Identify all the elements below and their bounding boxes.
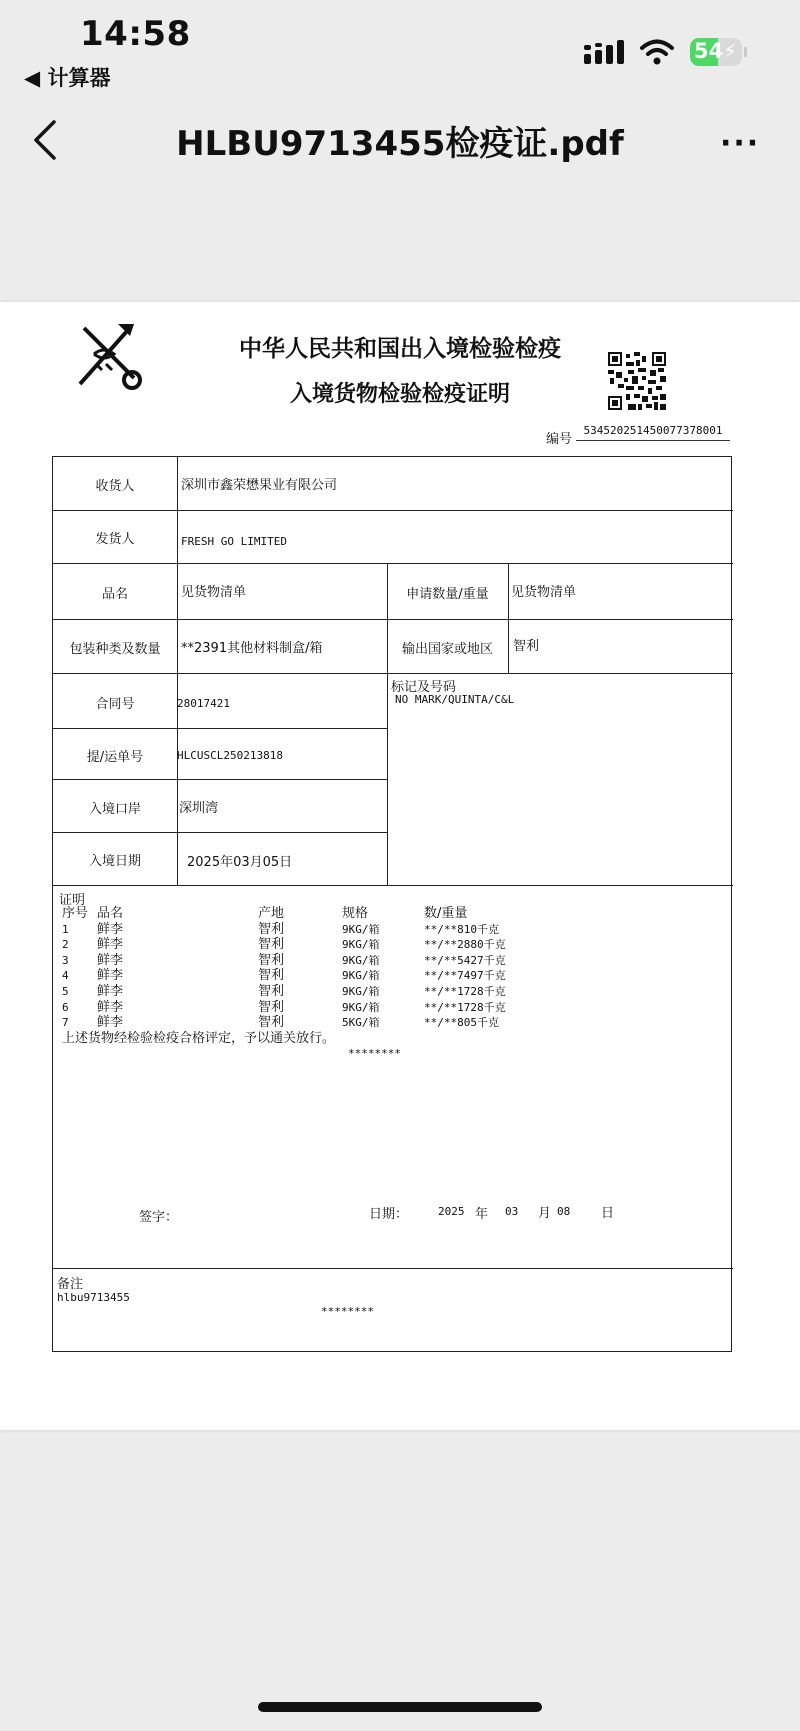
document-title: HLBU9713455检疫证.pdf <box>176 124 624 164</box>
battery-tip <box>744 47 747 57</box>
date-month-unit: 月 <box>538 1206 552 1221</box>
charging-bolt-icon: ⚡ <box>723 39 738 63</box>
pdf-page[interactable] <box>0 302 800 1430</box>
back-chevron-icon[interactable] <box>30 118 62 162</box>
row-origin: 智利 <box>258 937 285 953</box>
status-time: 14:58 <box>80 14 191 54</box>
row-product: 鲜李 <box>97 983 124 999</box>
row-index: 5 <box>62 984 69 998</box>
row-index: 2 <box>62 938 69 952</box>
rule <box>53 673 733 674</box>
qr-code-icon <box>608 352 666 410</box>
origin-label: 输出国家或地区 <box>401 642 493 657</box>
rule <box>53 510 733 511</box>
date-month: 03 <box>505 1205 519 1218</box>
date-year: 2025 <box>438 1205 465 1218</box>
rule <box>53 1268 733 1269</box>
packaging-value: **2391其他材料制盒/箱 <box>181 641 323 656</box>
rule <box>53 885 733 886</box>
row-quantity: **/**1728千克 <box>424 984 506 998</box>
rule <box>53 779 387 780</box>
battery-percent: 54 <box>694 39 724 63</box>
row-quantity: **/**1728千克 <box>424 1000 506 1014</box>
quantity-label: 申请数量/重量 <box>406 587 489 602</box>
row-origin: 智利 <box>258 983 285 999</box>
bill-label: 提/运单号 <box>86 750 144 765</box>
signature-label: 签字： <box>139 1210 179 1225</box>
row-origin: 智利 <box>258 1015 285 1031</box>
row-spec: 9KG/箱 <box>342 969 380 983</box>
cellular-signal-icon <box>584 40 626 66</box>
origin-value: 智利 <box>513 639 540 654</box>
row-product: 鲜李 <box>97 968 124 984</box>
remarks-stars: ******** <box>321 1305 374 1318</box>
date-year-unit: 年 <box>475 1207 489 1222</box>
row-spec: 9KG/箱 <box>342 922 380 936</box>
doc-title-line2: 入境货物检验检疫证明 <box>289 382 510 407</box>
row-spec: 5KG/箱 <box>342 1016 380 1030</box>
certificate-form <box>52 456 732 1352</box>
rule <box>53 728 387 729</box>
row-index: 7 <box>62 1016 69 1030</box>
wifi-icon <box>640 38 674 66</box>
contract-label: 合同号 <box>95 697 135 712</box>
row-index: 1 <box>62 922 69 936</box>
product-label: 品名 <box>101 587 128 602</box>
row-quantity: **/**2880千克 <box>424 938 506 952</box>
row-quantity: **/**810千克 <box>424 922 499 936</box>
date-day-unit: 日 <box>601 1206 615 1221</box>
row-index: 4 <box>62 969 69 983</box>
certificate-label: 证明 <box>59 893 86 908</box>
row-product: 鲜李 <box>97 999 124 1015</box>
doc-title-line1: 中华人民共和国出入境检验检疫 <box>239 336 561 362</box>
row-index: 6 <box>62 1000 69 1014</box>
row-spec: 9KG/箱 <box>342 984 380 998</box>
rule <box>508 563 509 673</box>
row-quantity: **/**5427千克 <box>424 953 506 967</box>
serial-number: 534520251450077378001 <box>576 424 730 441</box>
battery-indicator <box>690 38 742 66</box>
consignee-label: 收货人 <box>95 479 135 494</box>
contract-value: 28017421 <box>177 697 230 710</box>
row-product: 鲜李 <box>97 952 124 968</box>
certificate-stars: ******** <box>348 1047 401 1061</box>
header-spec: 规格 <box>342 906 369 921</box>
more-options-button[interactable]: ··· <box>720 126 761 161</box>
date-label: 日期： <box>369 1207 409 1222</box>
row-spec: 9KG/箱 <box>342 1000 380 1014</box>
row-origin: 智利 <box>258 968 285 984</box>
header-quantity: 数/重量 <box>424 906 468 921</box>
row-spec: 9KG/箱 <box>342 953 380 967</box>
packaging-label: 包装种类及数量 <box>69 642 161 657</box>
row-spec: 9KG/箱 <box>342 938 380 952</box>
rule <box>53 832 387 833</box>
serial-label: 编号 <box>546 432 573 447</box>
consignor-value: FRESH GO LIMITED <box>181 535 287 548</box>
row-quantity: **/**805千克 <box>424 1016 499 1030</box>
remarks-value: hlbu9713455 <box>57 1291 130 1304</box>
bill-value: HLCUSCL250213818 <box>177 749 283 762</box>
date-day: 08 <box>557 1205 571 1218</box>
row-product: 鲜李 <box>97 1015 124 1031</box>
row-origin: 智利 <box>258 999 285 1015</box>
header-index: 序号 <box>62 906 89 921</box>
marks-label: 标记及号码 <box>391 680 457 695</box>
consignee-value: 深圳市鑫荣懋果业有限公司 <box>181 478 338 493</box>
rule <box>387 563 388 885</box>
entry-date-value: 2025年03月05日 <box>187 855 293 870</box>
row-index: 3 <box>62 953 69 967</box>
consignor-label: 发货人 <box>95 532 135 547</box>
rule <box>53 619 733 620</box>
rule <box>53 563 733 564</box>
product-value: 见货物清单 <box>181 585 247 600</box>
row-origin: 智利 <box>258 952 285 968</box>
rule <box>177 457 178 885</box>
row-product: 鲜李 <box>97 921 124 937</box>
marks-value: NO MARK/QUINTA/C&L <box>395 693 515 706</box>
header-origin: 产地 <box>258 906 285 921</box>
row-product: 鲜李 <box>97 937 124 953</box>
row-quantity: **/**7497千克 <box>424 969 506 983</box>
back-to-app-link[interactable]: ◀ 计算器 <box>24 66 111 90</box>
quantity-value: 见货物清单 <box>511 585 577 600</box>
port-label: 入境口岸 <box>88 802 141 817</box>
row-origin: 智利 <box>258 921 285 937</box>
header-product: 品名 <box>97 906 124 921</box>
remarks-label: 备注 <box>57 1277 84 1292</box>
entry-date-label: 入境日期 <box>88 854 141 869</box>
port-value: 深圳湾 <box>179 801 219 816</box>
release-statement: 上述货物经检验检疫合格评定，予以通关放行。 <box>62 1030 336 1046</box>
home-indicator[interactable] <box>258 1702 542 1712</box>
